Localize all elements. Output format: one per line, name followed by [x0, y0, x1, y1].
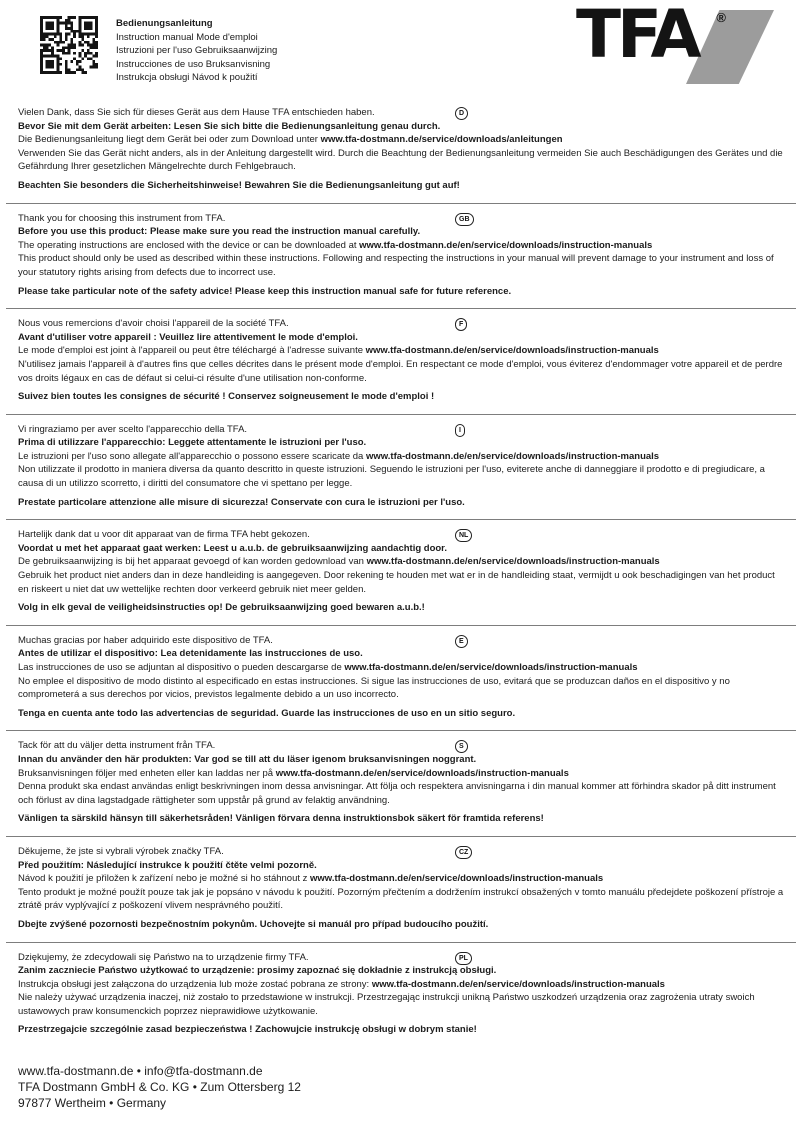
- section-sv: [0, 731, 802, 836]
- footer-contact: www.tfa-dostmann.de • info@tfa-dostmann.de: [18, 1064, 263, 1079]
- download-text: Le mode d'emploi est joint à l'appareil ou peut être téléchargé à l'adresse suivante: [18, 345, 366, 357]
- header-line: Instruction manual Mode d'emploi: [116, 31, 258, 43]
- page-header: [0, 0, 802, 98]
- section-warning: Zanim zaczniecie Państwo użytkować to urządzenie: prosimy zapoznać się dokładnie z instrukcją obsługi.: [18, 965, 497, 977]
- header-title: Bedienungsanleitung: [116, 18, 213, 29]
- section-body: Nie należy używać urządzenia inaczej, niż zostało to przedstawione w instrukcji. Przestrzegając instrukcji unikną Państwo uszkodzeń urządzenia oraz zagrożenia utraty swoich ustawowych praw konsumenckich poprzez nieprawidłowe użytkowanie.: [18, 992, 755, 1017]
- download-text: Die Bedienungsanleitung liegt dem Gerät bei oder zum Download unter: [18, 134, 321, 146]
- section-warning: Avant d'utiliser votre appareil : Veuillez lire attentivement le mode d'emploi.: [18, 331, 358, 343]
- section-body: N'utilisez jamais l'appareil à d'autres fins que celles décrites dans le présent mode d'emploi. En respectant ce mode d'emploi, vous éviterez d'endommager votre appareil et de perdre vos droits légaux en cas de défaut si celui-ci résulte d'une utilisation non-conforme.: [18, 358, 783, 384]
- section-de: [0, 98, 802, 203]
- section-safety-note: Dbejte zvýšené pozornosti bezpečnostním pokynům. Uchovejte si manuál pro případ budoucího použití.: [18, 918, 489, 930]
- download-text: De gebruiksaanwijzing is bij het apparaat gevoegd of kan worden gedownload van: [18, 556, 367, 568]
- section-safety-note: Tenga en cuenta ante todo las advertencias de seguridad. Guarde las instrucciones de uso en un sitio seguro.: [18, 707, 516, 719]
- qr-code: [40, 16, 98, 74]
- section-warning: Prima di utilizzare l'apparecchio: Leggete attentamente le istruzioni per l'uso.: [18, 437, 367, 449]
- section-intro: Děkujeme, že jste si vybrali výrobek značky TFA.: [18, 845, 224, 857]
- download-url: www.tfa-dostmann.de/en/service/downloads/instruction-manuals: [359, 239, 653, 251]
- language-badge: I: [455, 424, 465, 437]
- section-body: Non utilizzate il prodotto in maniera diversa da quanto descritto in queste istruzioni. Seguendo le istruzioni per l'uso, eviterete anche di danneggiare il prodotto e di pregiudicare, a causa di un utilizzo scorretto, i diritti del consumatore che vi spettano per legge.: [18, 464, 765, 490]
- section-it: [0, 415, 802, 520]
- section-safety-note: Prestate particolare attenzione alle misure di sicurezza! Conservate con cura le istruzioni per l'uso.: [18, 496, 465, 508]
- language-badge: CZ: [455, 846, 472, 859]
- download-text: Le istruzioni per l'uso sono allegate all'apparecchio o possono essere scaricate da: [18, 450, 366, 462]
- download-line: [18, 978, 784, 992]
- download-url: www.tfa-dostmann.de/en/service/downloads/instruction-manuals: [371, 978, 665, 990]
- download-line: [18, 555, 784, 569]
- section-intro: Muchas gracias por haber adquirido este dispositivo de TFA.: [18, 634, 273, 646]
- section-pl: [0, 943, 802, 1048]
- section-body: No emplee el dispositivo de modo distinto al especificado en estas instrucciones. Si sigue las instrucciones de uso, evitará que se produzcan daños en el dispositivo y no comprometerá a sus derechos por vicios, previstos legalmente debido a un uso incorrecto.: [18, 675, 730, 701]
- download-text: The operating instructions are enclosed with the device or can be downloaded at: [18, 239, 360, 251]
- logo-flag-shape: [686, 10, 774, 84]
- section-warning: Antes de utilizar el dispositivo: Lea detenidamente las instrucciones de uso.: [18, 648, 363, 660]
- section-fr: [0, 309, 802, 414]
- section-intro: Hartelijk dank dat u voor dit apparaat van de firma TFA hebt gekozen.: [18, 529, 310, 541]
- section-body: Denna produkt ska endast användas enligt beskrivningen inom dessa anvisningar. Att följa och respektera anvisningarna i din manual kommer att förhindra skador på ditt instrument och förlust av dina lagstadgade rättigheter som uppstår på grund av felaktig användning.: [18, 781, 776, 806]
- language-badge: F: [455, 318, 467, 331]
- logo-text: TFA: [576, 0, 698, 73]
- language-badge: GB: [455, 213, 474, 226]
- section-warning: Voordat u met het apparaat gaat werken: Leest u a.u.b. de gebruiksaanwijzing aandachtig door.: [18, 542, 447, 554]
- language-badge: PL: [455, 952, 472, 965]
- section-safety-note: Beachten Sie besonders die Sicherheitshinweise! Bewahren Sie die Bedienungsanleitung gut auf!: [18, 179, 460, 191]
- section-body: Gebruik het product niet anders dan in deze handleiding is aangegeven. Door rekening te houden met wat er in de handleiding staat, vermijdt u ook beschadigingen van het product en riskeert u niet dat uw wettelijke rechten door verkeerd gebruik niet meer gelden.: [18, 570, 775, 595]
- footer-company: TFA Dostmann GmbH & Co. KG • Zum Ottersberg 12: [18, 1080, 301, 1095]
- language-badge: E: [455, 635, 468, 648]
- download-line: [18, 133, 784, 147]
- download-url: www.tfa-dostmann.de/en/service/downloads/instruction-manuals: [310, 873, 604, 885]
- download-text: Las instrucciones de uso se adjuntan al dispositivo o pueden descargarse de: [18, 662, 345, 673]
- section-intro: Tack för att du väljer detta instrument från TFA.: [18, 740, 216, 752]
- section-en: [0, 204, 802, 309]
- section-safety-note: Please take particular note of the safety advice! Please keep this instruction manual safe for future reference.: [18, 285, 512, 297]
- section-cs: [0, 837, 802, 942]
- section-safety-note: Suivez bien toutes les consignes de sécurité ! Conservez soigneusement le mode d'emploi !: [18, 391, 435, 403]
- header-title-block: [116, 16, 277, 98]
- section-nl: [0, 520, 802, 625]
- download-text: Instrukcja obsługi jest załączona do urządzenia lub może zostać pobrana ze strony:: [18, 978, 372, 990]
- download-url: www.tfa-dostmann.de/en/service/downloads/instruction-manuals: [275, 767, 569, 779]
- footer-address: 97877 Wertheim • Germany: [18, 1096, 167, 1111]
- section-safety-note: Volg in elk geval de veiligheidsinstructies op! De gebruiksaanwijzing goed bewaren a.u.b.!: [18, 602, 425, 614]
- download-text: Bruksanvisningen följer med enheten eller kan laddas ner på: [18, 767, 276, 779]
- download-line: [18, 344, 784, 358]
- section-safety-note: Przestrzegajcie szczególnie zasad bezpieczeństwa ! Zachowujcie instrukcję obsługi w dobrym stanie!: [18, 1024, 477, 1036]
- download-line: [18, 661, 784, 675]
- section-intro: Vi ringraziamo per aver scelto l'apparecchio della TFA.: [18, 423, 248, 435]
- download-url: www.tfa-dostmann.de/en/service/downloads/instruction-manuals: [365, 450, 660, 462]
- download-line: [18, 767, 784, 781]
- language-badge: S: [455, 740, 468, 753]
- download-line: [18, 450, 784, 464]
- section-body: Verwenden Sie das Gerät nicht anders, als in der Anleitung dargestellt wird. Durch die Beachtung der Bedienungsanleitung vermeiden Sie auch Beschädigungen des Gerätes und die Gefährdung Ihrer gesetzlichen Mängelrechte durch Fehlgebrauch.: [18, 147, 783, 173]
- download-url: www.tfa-dostmann.de/en/service/downloads/instruction-manuals: [365, 345, 659, 357]
- download-url: www.tfa-dostmann.de/en/service/downloads/instruction-manuals: [344, 662, 638, 673]
- section-intro: Nous vous remercions d'avoir choisi l'appareil de la société TFA.: [18, 318, 289, 330]
- header-line: Instrucciones de uso Bruksanvisning: [116, 58, 271, 70]
- download-url: www.tfa-dostmann.de/en/service/downloads/instruction-manuals: [366, 556, 660, 568]
- download-line: [18, 239, 784, 253]
- download-url: www.tfa-dostmann.de/service/downloads/anleitungen: [320, 134, 563, 146]
- download-text: Návod k použití je přiložen k zařízení nebo je možné si ho stáhnout z: [18, 873, 311, 885]
- section-warning: Before you use this product: Please make sure you read the instruction manual carefully.: [18, 226, 421, 238]
- tfa-logo: [576, 0, 766, 90]
- download-line: [18, 872, 784, 886]
- section-intro: Thank you for choosing this instrument from TFA.: [18, 212, 226, 224]
- section-intro: Vielen Dank, dass Sie sich für dieses Gerät aus dem Hause TFA entschieden haben.: [18, 107, 375, 118]
- section-body: Tento produkt je možné použít pouze tak jak je popsáno v návodu k použití. Pozorným přečtením a dodržením instrukcí obsažených v tomto manuálu předejdete poškození přístroje a ztrátě práv vyplývající z poškození vlivem nesprávného použití.: [18, 886, 784, 912]
- language-badge: D: [455, 107, 468, 120]
- header-line: Instrukcja obsługi Návod k použití: [116, 72, 258, 83]
- section-es: [0, 626, 802, 731]
- section-warning: Před použitím: Následující instrukce k použití čtěte velmi pozorně.: [18, 859, 317, 871]
- language-badge: NL: [455, 529, 472, 542]
- section-safety-note: Vänligen ta särskild hänsyn till säkerhetsråden! Vänligen förvara denna instruktionsbok säkert för framtida referens!: [18, 813, 544, 825]
- registered-mark-icon: ®: [716, 10, 726, 25]
- page-footer: [0, 1047, 802, 1111]
- section-intro: Dziękujemy, że zdecydowali się Państwo na to urządzenie firmy TFA.: [18, 951, 309, 963]
- section-warning: Bevor Sie mit dem Gerät arbeiten: Lesen Sie sich bitte die Bedienungsanleitung genau durch.: [18, 120, 441, 132]
- section-warning: Innan du använder den här produkten: Var god se till att du läser igenom bruksanvisningen noggrant.: [18, 753, 477, 765]
- header-line: Istruzioni per l'uso Gebruiksaanwijzing: [116, 45, 278, 56]
- section-body: This product should only be used as described within these instructions. Following and respecting the instructions in your manual will prevent damage to your instrument and loss of your statutory rights arising from defects due to incorrect use.: [18, 253, 774, 278]
